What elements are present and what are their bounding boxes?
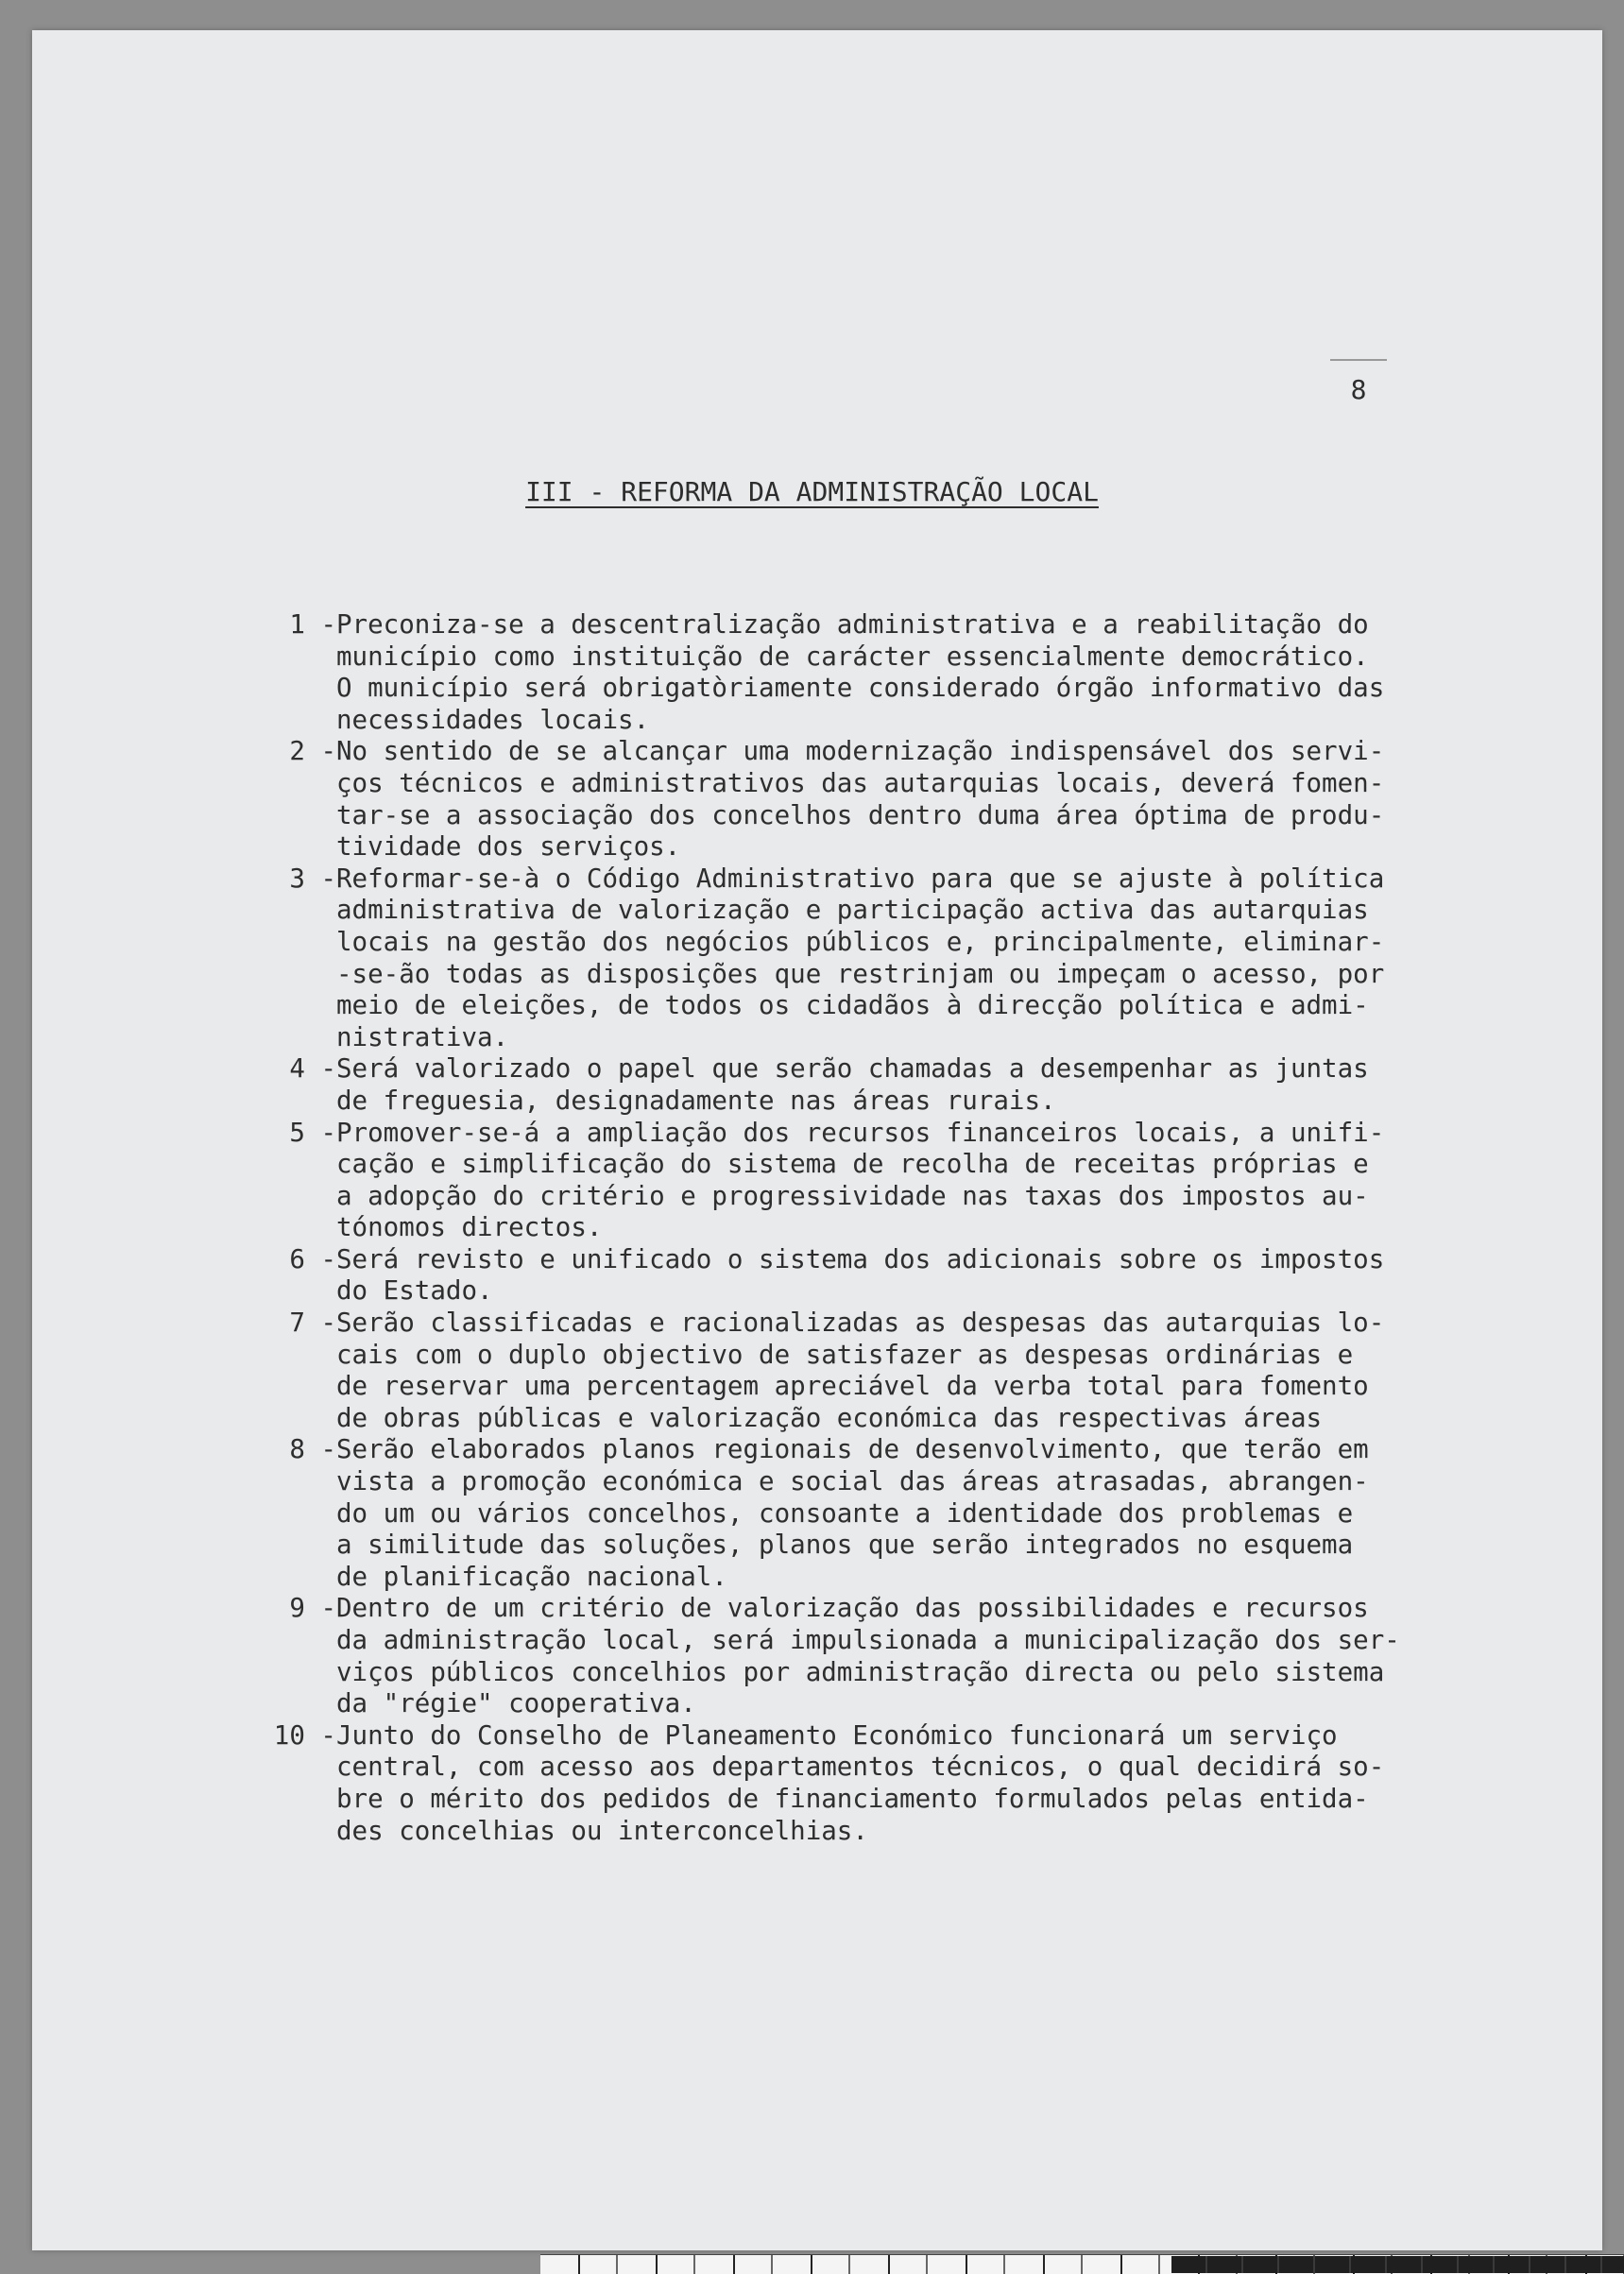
item-text bbox=[336, 1244, 1476, 1308]
item-text bbox=[336, 609, 1476, 736]
item-text bbox=[336, 1720, 1476, 1847]
text-line: tar-se a associação dos concelhos dentro duma área óptima de produ- bbox=[336, 799, 1385, 830]
text-line: de obras públicas e valorização económica das respectivas áreas bbox=[336, 1402, 1323, 1433]
text-line: meio de eleições, de todos os cidadãos à direcção política e admi- bbox=[336, 990, 1369, 1021]
text-line: vista a promoção económica e social das áreas atrasadas, abrangen- bbox=[336, 1466, 1369, 1497]
text-line: Dentro de um critério de valorização das possibilidades e recursos bbox=[336, 1593, 1369, 1624]
text-line: cação e simplificação do sistema de recolha de receitas próprias e bbox=[336, 1149, 1369, 1180]
text-line: Preconiza-se a descentralização administrativa e a reabilitação do bbox=[336, 609, 1369, 640]
text-line: do Estado. bbox=[336, 1275, 493, 1307]
text-line: central, com acesso aos departamentos técnicos, o qual decidirá so- bbox=[336, 1752, 1385, 1783]
item-text bbox=[336, 1118, 1476, 1244]
text-line: viços públicos concelhios por administração directa ou pelo sistema bbox=[336, 1656, 1385, 1687]
list-item bbox=[248, 1720, 1476, 1847]
text-line: necessidades locais. bbox=[336, 704, 650, 735]
item-text bbox=[336, 1308, 1476, 1434]
text-line: de planificação nacional. bbox=[336, 1561, 727, 1592]
item-number: 10 - bbox=[273, 1719, 336, 1751]
text-line: tónomos directos. bbox=[336, 1212, 603, 1243]
item-text bbox=[336, 736, 1476, 863]
text-line: Serão classificadas e racionalizadas as despesas das autarquias lo- bbox=[336, 1308, 1385, 1339]
text-line: Junto do Conselho de Planeamento Económico funcionará um serviço bbox=[336, 1719, 1338, 1751]
text-line: bre o mérito dos pedidos de financiamento formulados pelas entida- bbox=[336, 1783, 1369, 1814]
text-line: de freguesia, designadamente nas áreas rurais. bbox=[336, 1085, 1056, 1116]
text-line: -se-ão todas as disposições que restrinjam ou impeçam o acesso, por bbox=[336, 958, 1385, 989]
section-title: III - REFORMA DA ADMINISTRAÇÃO LOCAL bbox=[525, 476, 1099, 507]
text-line: do um ou vários concelhos, consoante a identidade dos problemas e bbox=[336, 1497, 1354, 1529]
text-line: des concelhias ou interconcelhias. bbox=[336, 1815, 868, 1846]
text-line: Serão elaborados planos regionais de desenvolvimento, que terão em bbox=[336, 1434, 1369, 1465]
list-item bbox=[248, 736, 1476, 863]
item-number: 2 - bbox=[289, 736, 336, 767]
item-number: 7 - bbox=[289, 1308, 336, 1339]
text-line: cais com o duplo objectivo de satisfazer as despesas ordinárias e bbox=[336, 1339, 1354, 1370]
list-item bbox=[248, 1434, 1476, 1593]
text-line: município como instituição de carácter essencialmente democrático. bbox=[336, 641, 1369, 672]
item-number: 1 - bbox=[289, 609, 336, 640]
text-line: Promover-se-á a ampliação dos recursos financeiros locais, a unifi- bbox=[336, 1117, 1385, 1148]
list-item bbox=[248, 1053, 1476, 1117]
text-line: No sentido de se alcançar uma modernização indispensável dos servi- bbox=[336, 736, 1385, 767]
list-item bbox=[248, 1118, 1476, 1244]
text-line: locais na gestão dos negócios públicos e, principalmente, eliminar- bbox=[336, 926, 1385, 957]
text-line: de reservar uma percentagem apreciável da verba total para fomento bbox=[336, 1371, 1369, 1402]
numbered-list bbox=[248, 609, 1476, 1847]
text-line: nistrativa. bbox=[336, 1021, 509, 1052]
list-item bbox=[248, 609, 1476, 736]
list-item bbox=[248, 1593, 1476, 1719]
item-text bbox=[336, 1434, 1476, 1593]
text-line: tividade dos serviços. bbox=[336, 831, 681, 863]
text-line: Será revisto e unificado o sistema dos adicionais sobre os impostos bbox=[336, 1243, 1385, 1274]
text-line: da administração local, será impulsionada a municipalização dos ser- bbox=[336, 1625, 1400, 1655]
text-line: Reformar-se-à o Código Administrativo para que se ajuste à política bbox=[336, 863, 1385, 894]
text-line: ços técnicos e administrativos das autarquias locais, deverá fomen- bbox=[336, 767, 1385, 798]
list-item bbox=[248, 1308, 1476, 1434]
text-line: Será valorizado o papel que serão chamadas a desempenhar as juntas bbox=[336, 1053, 1369, 1085]
item-number: 8 - bbox=[289, 1434, 336, 1465]
item-number: 9 - bbox=[289, 1593, 336, 1624]
text-line: da "régie" cooperativa. bbox=[336, 1688, 696, 1719]
text-line: a similitude das soluções, planos que serão integrados no esquema bbox=[336, 1530, 1354, 1561]
page-number: 8 bbox=[1330, 359, 1387, 405]
item-text bbox=[336, 1593, 1476, 1719]
text-line: administrativa de valorização e participação activa das autarquias bbox=[336, 895, 1369, 926]
item-number: 6 - bbox=[289, 1243, 336, 1274]
item-number: 4 - bbox=[289, 1053, 336, 1085]
item-text bbox=[336, 1053, 1476, 1117]
scale-bar-dark-segment bbox=[1171, 2256, 1624, 2273]
item-number: 3 - bbox=[289, 863, 336, 894]
list-item bbox=[248, 863, 1476, 1054]
text-line: a adopção do critério e progressividade nas taxas dos impostos au- bbox=[336, 1180, 1369, 1211]
list-item bbox=[248, 1244, 1476, 1308]
item-text bbox=[336, 863, 1476, 1054]
text-line: O município será obrigatòriamente considerado órgão informativo das bbox=[336, 673, 1385, 704]
item-number: 5 - bbox=[289, 1117, 336, 1148]
